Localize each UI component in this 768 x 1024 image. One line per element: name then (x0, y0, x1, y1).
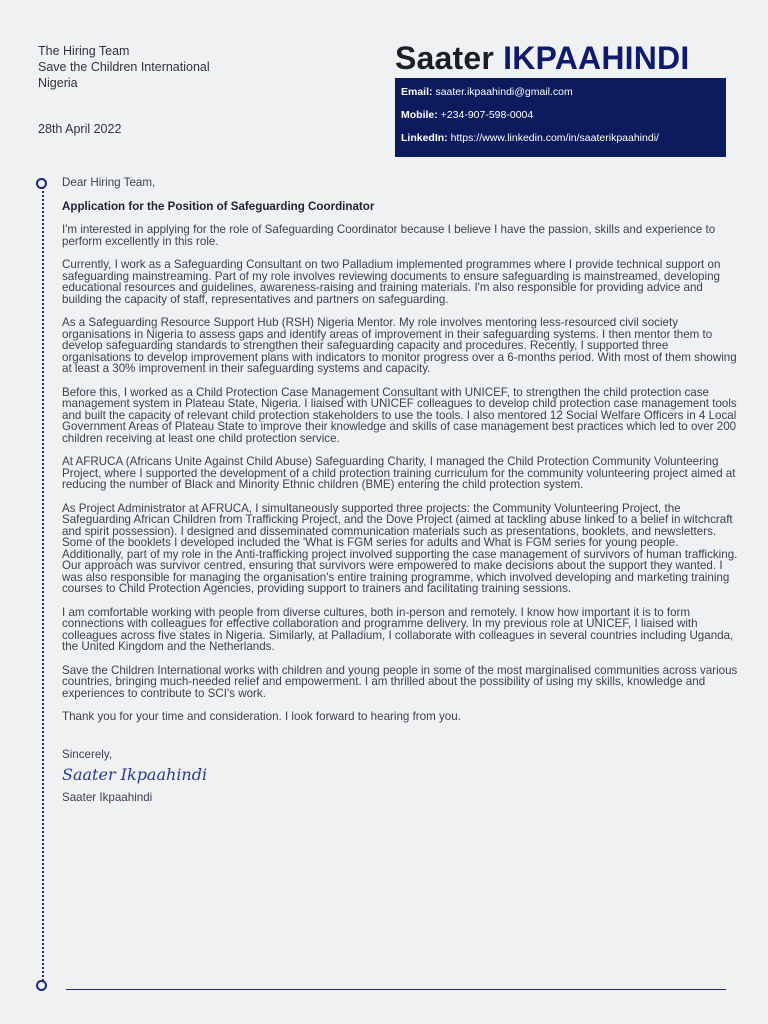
paragraph-4: Before this, I worked as a Child Protection Case Management Consultant with UNICEF, to strengthen the child protection case management system in Plateau State, Nigeria. I liaised with UNICEF colleagues to develop child protection case management tools and built the capacity of relevant child protection stakeholders to use the tools. I also mentored 12 Social Welfare Officers in 4 Local Government Areas of Plateau State to improve their knowledge and skills of case management best practices which led to over 200 children receiving at least one child protection service. (62, 385, 737, 445)
paragraph-9: Thank you for your time and consideration. I look forward to hearing from you. (62, 710, 461, 723)
mobile-value: +234-907-598-0004 (440, 109, 534, 121)
mobile-label: Mobile: (401, 109, 438, 121)
footer-rule (66, 989, 726, 990)
email-value[interactable]: saater.ikpaahindi@gmail.com (435, 86, 573, 98)
first-name: Saater (395, 40, 495, 76)
signed-name: Saater Ikpaahindi (62, 791, 153, 804)
paragraph-5: At AFRUCA (Africans Unite Against Child Abuse) Safeguarding Charity, I managed the Child Protection Community Volunteering Project, where I supported the development of a child protection training curriculum for the community volunteering project aimed at reducing the number of Black and Minority Ethnic children (BME) entering the child protection system. (62, 455, 736, 491)
linkedin-value[interactable]: https://www.linkedin.com/in/saaterikpaahindi/ (450, 132, 659, 144)
paragraph-2: Currently, I work as a Safeguarding Consultant on two Palladium implemented programmes where I provide technical support on safeguarding mainstreaming. Part of my role involves reviewing documents to ensure safeguarding is mainstreamed, developing educational resources and guidelines, awareness-raising and training materials. I'm also responsible for providing advice and building the capacity of staff, representatives and partners on safeguarding. (62, 258, 721, 306)
recipient-line-1: The Hiring Team (38, 44, 130, 58)
paragraph-8: Save the Children International works with children and young people in some of the most marginalised communities across various countries, bringing much-needed relief and empowerment. I am thrilled about the possibility of using my skills, knowledge and experiences to contribute to SCI's work. (62, 663, 738, 700)
timeline-dotted-line (42, 183, 45, 985)
timeline-start-dot (36, 178, 47, 189)
closing: Sincerely, (62, 747, 113, 761)
contact-email-row (401, 84, 720, 107)
recipient-line-2: Save the Children International (38, 60, 210, 74)
last-name: IKPAAHINDI (503, 40, 690, 76)
email-label: Email: (401, 86, 433, 98)
paragraph-6: As Project Administrator at AFRUCA, I simultaneously supported three projects: the Community Volunteering Project, the Safeguarding African Children from Trafficking Project, and the Dove Project (aimed at tackling abuse linked to a belief in witchcraft and spirit possession). I designed and disseminated communication materials such as presentations, booklets, and newsletters. Some of the booklets I developed included the 'What is FGM series for adults and What is FGM series for young people. Additionally, part of my role in the Anti-trafficking project involved supporting the case management of survivors of human trafficking. Our approach was survivor centred, ensuring that survivors were empowered to make decisions about the support they wanted. I was also responsible for managing the organisation's entire training programme, which involved developing and marketing training courses to Child Protection Agencies, providing support to trainers and facilitating training sessions. (62, 501, 738, 595)
contact-box (395, 78, 726, 157)
recipient-address (38, 43, 210, 91)
linkedin-label: LinkedIn: (401, 132, 448, 144)
paragraph-3: As a Safeguarding Resource Support Hub (RSH) Nigeria Mentor. My role involves mentoring less-resourced civil society organisations in Nigeria to assess gaps and identify areas of improvement in their safeguarding systems. I then mentor them to develop safeguarding standards to strengthen their safeguarding capacity and procedures. Recently, I supported three organisations to develop improvement plans with indicators to monitor progress over a 6-months period. With most of them showing at least a 30% improvement in their safeguarding systems and capacity. (62, 316, 737, 375)
subject-line: Application for the Position of Safeguarding Coordinator (62, 199, 375, 213)
recipient-line-3: Nigeria (38, 76, 78, 90)
greeting: Dear Hiring Team, (62, 176, 156, 189)
paragraph-1: I'm interested in applying for the role of Safeguarding Coordinator because I believe I have the passion, skills and experience to perform excellently in this role. (62, 223, 716, 248)
letter-date: 28th April 2022 (38, 122, 122, 136)
paragraph-7: I am comfortable working with people from diverse cultures, both in-person and remotely. I know how important it is to form connections with colleagues for effective collaboration and programme delivery. In my previous role at UNICEF, I liaised with colleagues across five states in Nigeria. Similarly, at Palladium, I collaborate with colleagues in several countries including Uganda, the United Kingdom and the Netherlands. (62, 605, 734, 653)
contact-mobile-row (401, 107, 720, 130)
letter-body (62, 177, 740, 816)
timeline-end-dot (36, 980, 47, 991)
contact-linkedin-row (401, 130, 720, 153)
applicant-name (395, 38, 689, 78)
handwritten-signature: Saater Ikpaahindi (62, 765, 208, 784)
